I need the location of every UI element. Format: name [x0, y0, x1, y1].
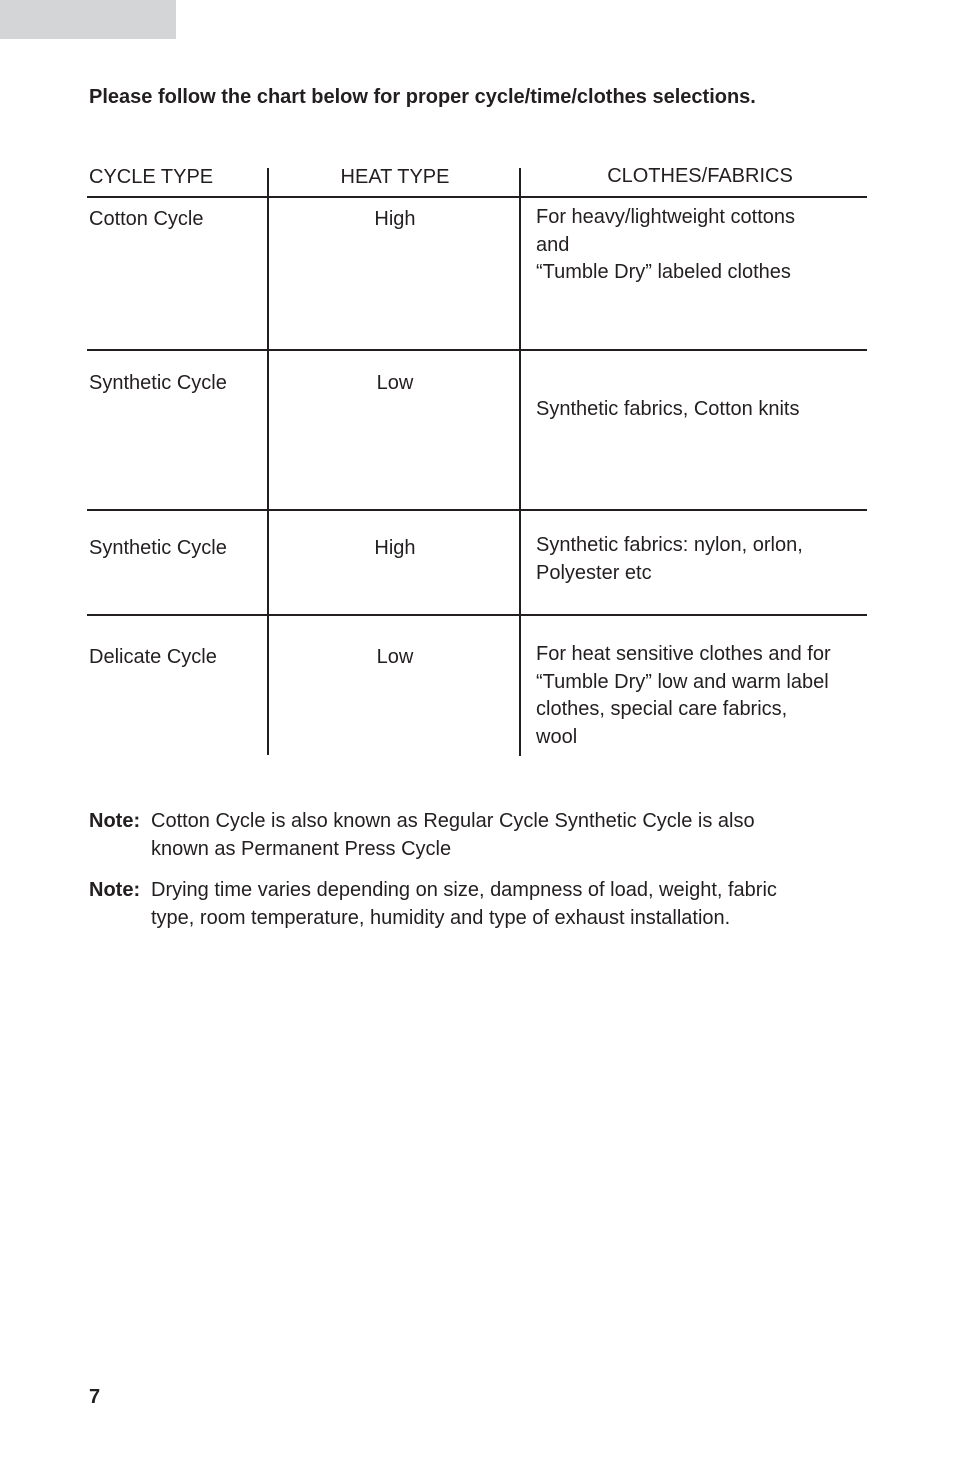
row-divider: [87, 349, 867, 351]
row-2-heat: Low: [376, 372, 414, 394]
row-4-cycle: Delicate Cycle: [89, 646, 217, 668]
header-rule: [87, 196, 867, 198]
note-cycle-names: Note: Cotton Cycle is also known as Regular Cycle Synthetic Cycle is also known as Permanent Press Cycle: [89, 810, 755, 860]
row-2-fabrics: Synthetic fabrics, Cotton knits: [536, 398, 800, 420]
column-divider: [519, 168, 521, 756]
row-1-cycle: Cotton Cycle: [89, 208, 204, 230]
header-heat-type: HEAT TYPE: [340, 166, 450, 188]
row-4-heat: Low: [376, 646, 414, 668]
header-cycle-type: CYCLE TYPE: [89, 166, 214, 188]
row-divider: [87, 509, 867, 511]
intro-heading: Please follow the chart below for proper cycle/time/clothes selections.: [89, 86, 756, 108]
row-divider: [87, 614, 867, 616]
row-3-cycle: Synthetic Cycle: [89, 537, 227, 559]
row-3-fabrics: Synthetic fabrics: nylon, orlon, Polyester etc: [536, 534, 803, 584]
row-1-heat: High: [374, 208, 416, 230]
note-label: Note:: [89, 879, 141, 901]
row-2-cycle: Synthetic Cycle: [89, 372, 227, 394]
note-drying-time: Note: Drying time varies depending on size, dampness of load, weight, fabric type, room temperature, humidity and type of exhaust installation.: [89, 879, 777, 929]
row-1-fabrics: For heavy/lightweight cottons and “Tumble Dry” labeled clothes: [536, 206, 796, 283]
note-label: Note:: [89, 810, 141, 832]
column-divider: [267, 168, 269, 755]
row-3-heat: High: [374, 537, 416, 559]
page-tab-marker: [0, 0, 176, 39]
row-4-fabrics: For heat sensitive clothes and for “Tumble Dry” low and warm label clothes, special care fabrics, wool: [536, 643, 831, 748]
header-clothes-fabrics: CLOTHES/FABRICS: [607, 165, 793, 187]
page-number: 7: [89, 1386, 101, 1408]
